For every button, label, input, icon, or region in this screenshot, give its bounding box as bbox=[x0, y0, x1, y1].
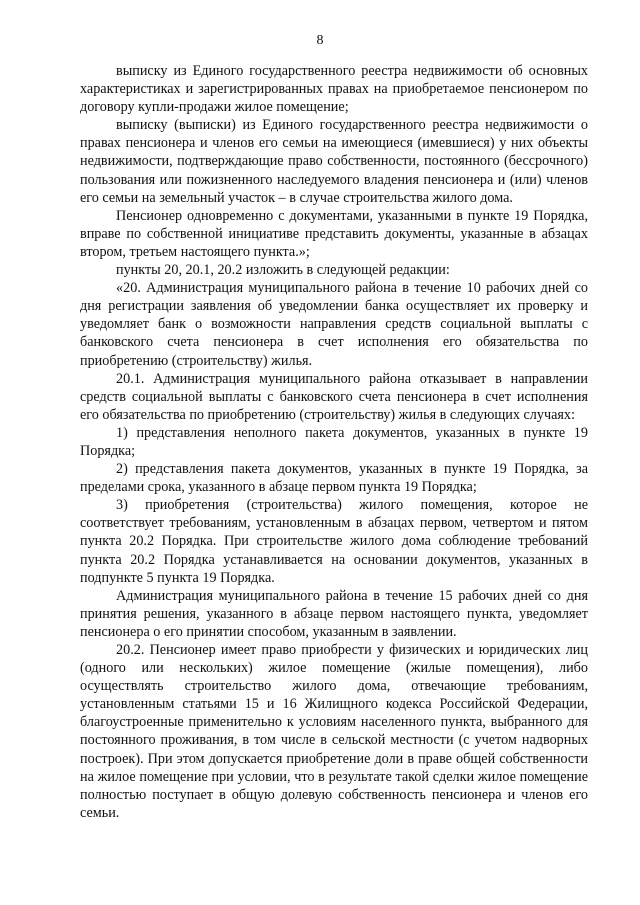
paragraph-notification-term: Администрация муниципального района в течение 15 рабочих дней со дня принятия решения, указанного в абзаце первом настоящего пункта, уведомляет пенсионера о его принятии способом, указанным в заявлении. bbox=[80, 587, 588, 640]
page-number: 8 bbox=[316, 33, 324, 48]
paragraph-point-20-2: 20.2. Пенсионер имеет право приобрести у физических и юридических лиц (одного или нескольких) жилое помещение (жилые помещения), либо осуществлять строительство жилого дома, отвечающие требованиям, установленным статьями 15 и 16 Жилищного кодекса Российской Федерации, благоустроенные применительно к условиям населенного пункта, выбранного для постоянного проживания, в том числе в сельской местности (с учетом надворных построек). При этом допускается приобретение доли в праве общей собственности на жилое помещение при условии, что в результате такой сделки жилое помещение полностью поступает в общую долевую собственность пенсионера и членов его семьи. bbox=[80, 642, 588, 821]
paragraph-point-20-1: 20.1. Администрация муниципального района отказывает в направлении средств социальной выплаты с банковского счета пенсионера в счет исполнения его обязательства по приобретению (строительству) жилья в следующих случаях: bbox=[80, 370, 588, 423]
paragraph-refusal-case-2: 2) представления пакета документов, указанных в пункте 19 Порядка, за пределами срока, указанного в абзаце первом пункта 19 Порядка; bbox=[80, 461, 588, 496]
paragraph-own-initiative-documents: Пенсионер одновременно с документами, указанными в пункте 19 Порядка, вправе по собственной инициативе представить документы, указанные в абзацах втором, третьем настоящего пункта.»; bbox=[80, 207, 588, 260]
document-body bbox=[80, 62, 588, 822]
paragraph-extract-ownership-rights: выписку (выписки) из Единого государственного реестра недвижимости о правах пенсионера и членов его семьи на имеющиеся (имевшиеся) у них объекты недвижимости, подтверждающие право собственности, постоянного (бессрочного) пользования или пожизненного наследуемого владения пенсионера и (или) членов его семьи на земельный участок – в случае строительства жилого дома. bbox=[80, 117, 588, 206]
paragraph-refusal-case-1: 1) представления неполного пакета документов, указанных в пункте 19 Порядка; bbox=[80, 424, 588, 459]
paragraph-refusal-case-3: 3) приобретения (строительства) жилого помещения, которое не соответствует требованиям, установленным в абзацах первом, четвертом и пятом пункта 20.2 Порядка. При строительстве жилого дома соблюдение требований пункта 20.2 Порядка устанавливается на основании документов, указанных в подпункте 5 пункта 19 Порядка. bbox=[80, 497, 588, 586]
paragraph-amend-points: пункты 20, 20.1, 20.2 изложить в следующей редакции: bbox=[116, 262, 450, 279]
paragraph-extract-object-characteristics: выписку из Единого государственного реестра недвижимости об основных характеристиках и зарегистрированных правах на приобретаемое пенсионером по договору купли-продажи жилое помещение; bbox=[80, 63, 588, 116]
paragraph-point-20: «20. Администрация муниципального района в течение 10 рабочих дней со дня регистрации заявления об уведомлении банка осуществляет их проверку и уведомляет банк о возможности направления средств социальной выплаты с банковского счета пенсионера в счет исполнения его обязательства по приобретению (строительству) жилья. bbox=[80, 280, 588, 369]
